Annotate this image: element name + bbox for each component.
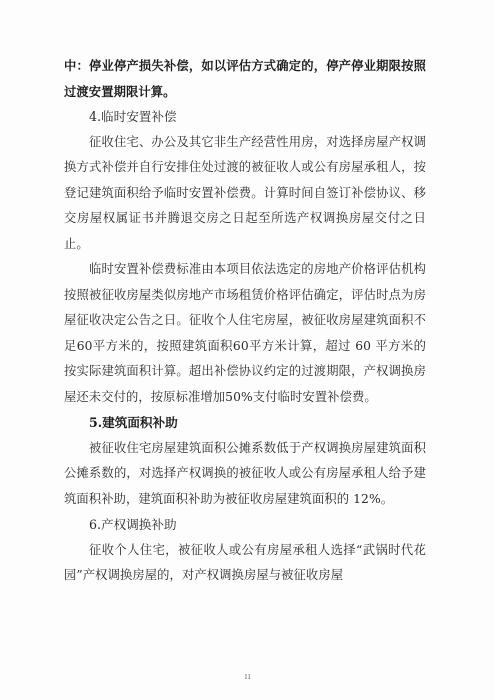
paragraph-temporary-resettlement-scope: 征收住宅、办公及其它非生产经营性用房，对选择房屋产权调换方式补偿并自行安排住处过渡的被征收人或公有房屋承租人，按登记建筑面积给予临时安置补偿费。计算时间自签订补偿协议、移交房屋权属证书并腾退交房之日起至所选产权调换房屋交付之日止。	[64, 134, 426, 251]
paragraph-stoppage-compensation: 中：停业停产损失补偿，如以评估方式确定的，停产停业期限按照过渡安置期限计算。	[64, 58, 426, 99]
paragraph-floor-area-subsidy: 被征收住宅房屋建筑面积公摊系数低于产权调换房屋建筑面积公摊系数的，对选择产权调换的被征收人或公有房屋承租人给予建筑面积补助，建筑面积补助为被征收房屋建筑面积的 12%。	[64, 440, 426, 506]
heading-floor-area-subsidy: 5.建筑面积补助	[89, 415, 178, 430]
heading-property-exchange-subsidy: 6.产权调换补助	[89, 517, 177, 532]
document-body	[64, 53, 426, 589]
page-number: 11	[244, 673, 251, 681]
paragraph-temporary-resettlement-standard: 临时安置补偿费标准由本项目依法选定的房地产价格评估机构按照被征收房屋类似房地产市场租赁价格评估确定，评估时点为房屋征收决定公告之日。征收个人住宅房屋，被征收房屋建筑面积不足60平方米的，按照建筑面积60平方米计算，超过 60 平方米的按实际建筑面积计算。超出补偿协议约定的过渡期限，产权调换房屋还未交付的，按原标准增加50%支付临时安置补偿费。	[64, 262, 426, 404]
paragraph-property-exchange-subsidy: 征收个人住宅，被征收人或公有房屋承租人选择“武锅时代花园”产权调换房屋的，对产权调换房屋与被征收房屋	[64, 542, 426, 582]
heading-temporary-resettlement: 4.临时安置补偿	[89, 109, 177, 124]
